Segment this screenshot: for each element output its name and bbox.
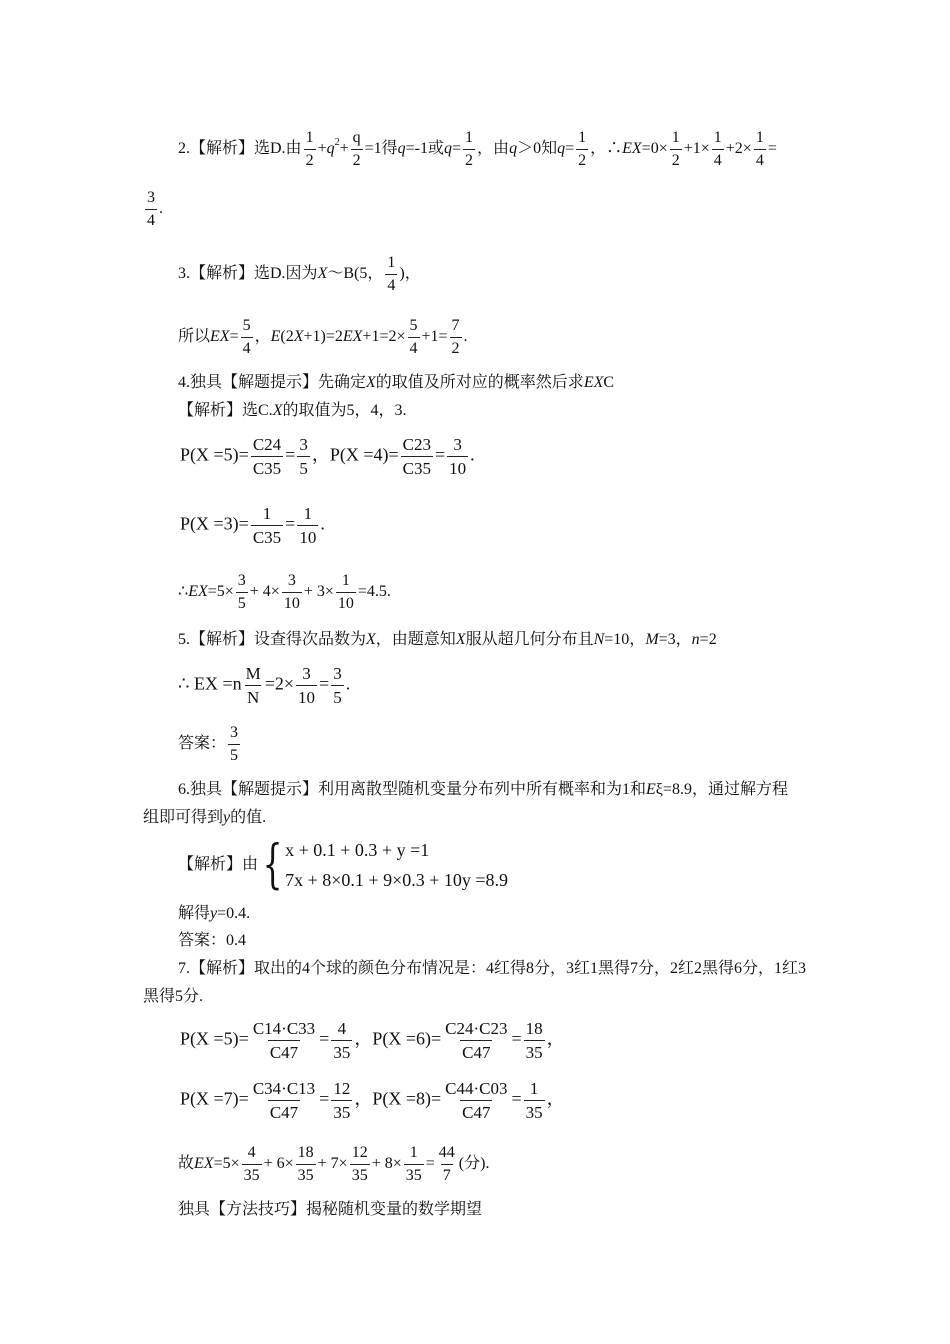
fraction: $\frac{C23}{C35}$ <box>402 435 431 478</box>
q7-line: 7.【解析】取出的4个球的颜色分布情况是：4红得8分，3红1黑得7分，2红2黑得6分，1红3 <box>178 960 807 977</box>
fraction: $\frac{12}{35}$ <box>333 1079 351 1122</box>
fraction: $\frac{1}{C35}$ <box>252 504 282 547</box>
q6-hint: 6.独具【解题提示】利用离散型随机变量分布列中所有概率和为1和Eξ=8.9，通过解方程 <box>178 781 788 798</box>
q4-hint: 4.独具【解题提示】先确定X的取值及所对应的概率然后求EXC <box>178 374 615 391</box>
fraction: $\frac{3}{5}$ <box>333 664 342 707</box>
q6-system: 【解析】由{ x + 0.1 + 0.3 + y =1 7x + 8×0.1 + 9×0.3 + 10y =8.9 <box>178 835 509 895</box>
fraction: $\frac{5}{4}$ <box>242 317 251 357</box>
fraction: $\frac{1}{2}$ <box>671 129 680 169</box>
fraction: $\frac{1}{4}$ <box>755 129 764 169</box>
fraction: $\frac{12}{35}$ <box>351 1144 368 1184</box>
fraction: $\frac{18}{35}$ <box>525 1019 543 1062</box>
fraction: $\frac{4}{35}$ <box>333 1019 351 1062</box>
q5-answer: 答案： $\frac{3}{5}$ <box>178 724 239 764</box>
fraction: $\frac{1}{2}$ <box>465 129 474 169</box>
fraction: $\frac{q}{2}$ <box>352 129 361 169</box>
fraction: $\frac{3}{5}$ <box>299 435 308 478</box>
fraction: $\frac{C24\cdot C23}{C47}$ <box>445 1019 508 1062</box>
fraction: $\frac{1}{35}$ <box>525 1079 543 1122</box>
fraction: $\frac{C34\cdot C13}{C47}$ <box>252 1079 316 1122</box>
fraction: $\frac{C44\cdot C03}{C47}$ <box>445 1079 508 1122</box>
brace-icon: { <box>262 835 283 895</box>
fraction: $\frac{1}{2}$ <box>305 129 314 169</box>
fraction: $\frac{3}{4}$ <box>147 189 155 229</box>
fraction: $\frac{1}{4}$ <box>387 254 396 294</box>
fraction: $\frac{1}{10}$ <box>299 504 317 547</box>
q5-expectation: ∴ EX =n $\frac{M}{N}$ =2× $\frac{3}{10}$ = $\frac{3}{5}$ . <box>178 664 351 707</box>
fraction: $\frac{44}{7}$ <box>438 1144 455 1184</box>
fraction: $\frac{M}{N}$ <box>245 664 261 707</box>
q6-result: 解得y=0.4. <box>178 905 251 922</box>
fraction: $\frac{1}{2}$ <box>578 129 587 169</box>
q6-answer: 答案：0.4 <box>178 932 247 949</box>
q7-method-tip: 独具【方法技巧】揭秘随机变量的数学期望 <box>178 1201 483 1218</box>
fraction: $\frac{C14\cdot C33}{C47}$ <box>252 1019 316 1062</box>
q7-p7-p8: P(X =7)= $\frac{C34\cdot C13}{C47}$ = $\frac{12}{35}$ ，P(X =8)= $\frac{C44\cdot C03}{C47}$ = $\frac{1}{35}$ ， <box>180 1079 565 1122</box>
fraction: $\frac{7}{2}$ <box>451 317 460 357</box>
fraction: $\frac{C24}{C35}$ <box>252 435 282 478</box>
q7-p5-p6: P(X =5)= $\frac{C14\cdot C33}{C47}$ = $\frac{4}{35}$ ，P(X =6)= $\frac{C24\cdot C23}{C47}$ = $\frac{18}{35}$ ， <box>180 1019 565 1062</box>
fraction: $\frac{18}{35}$ <box>297 1144 314 1184</box>
q3-line: 3.【解析】选D.因为X～B(5， $\frac{1}{4}$ )， <box>178 254 421 294</box>
q5-line: 5.【解析】设查得次品数为X，由题意知X服从超几何分布且N=10，M=3，n=2 <box>178 631 717 648</box>
fraction: $\frac{3}{5}$ <box>237 572 246 612</box>
fraction: $\frac{4}{35}$ <box>243 1144 260 1184</box>
fraction: $\frac{3}{10}$ <box>283 572 300 612</box>
q7-expectation: 故EX=5× $\frac{4}{35}$ + 6× $\frac{18}{35}$ + 7× $\frac{12}{35}$ + 8× $\frac{1}{35}$ = $\frac{44}{7}$ (分). <box>178 1144 490 1184</box>
fraction: $\frac{3}{10}$ <box>298 664 316 707</box>
q2-line-2: $\frac{3}{4}$ . <box>147 189 163 229</box>
fraction: $\frac{1}{35}$ <box>405 1144 422 1184</box>
q4-solution: 【解析】选C.X的取值为5，4，3. <box>178 402 407 419</box>
q3-line-2: 所以EX= $\frac{5}{4}$ ，E(2X+1)=2EX+1=2× $\frac{5}{4}$ +1= $\frac{7}{2}$ . <box>178 317 468 357</box>
q7-line-2: 黑得5分. <box>143 988 204 1005</box>
q4-expectation: ∴EX=5× $\frac{3}{5}$ + 4× $\frac{3}{10}$ + 3× $\frac{1}{10}$ =4.5. <box>178 572 391 612</box>
q4-p5-p4: P(X =5)= $\frac{C24}{C35}$ = $\frac{3}{5}$ ，P(X =4)= $\frac{C23}{C35}$ = $\frac{3}{10}$ . <box>180 435 475 478</box>
fraction: $\frac{3}{10}$ <box>449 435 467 478</box>
fraction: $\frac{1}{4}$ <box>713 129 722 169</box>
q6-hint-2: 组即可得到y的值. <box>143 809 267 826</box>
q2-line: 2.【解析】选D.由 $\frac{1}{2}$ $+q^2+$ $\frac{q}{2}$ =1得q=-1或q= $\frac{1}{2}$ ，由q＞0知q= $\frac{1}{2}$ ，∴EX=0× $\frac{1}{2}$ +1× $\frac{1}{4}$ +2× $\frac{1}{4}$ = <box>178 129 777 169</box>
fraction: $\frac{3}{5}$ <box>230 724 239 764</box>
fraction: $\frac{5}{4}$ <box>409 317 418 357</box>
fraction: $\frac{1}{10}$ <box>337 572 354 612</box>
q4-p3: P(X =3)= $\frac{1}{C35}$ = $\frac{1}{10}$ . <box>180 504 325 547</box>
